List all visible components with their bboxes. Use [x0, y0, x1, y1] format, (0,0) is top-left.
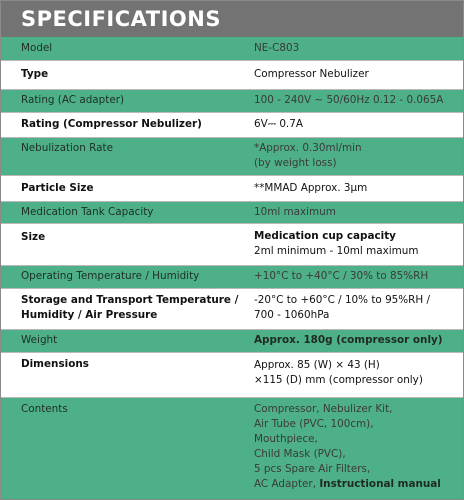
- spec-label: Size: [21, 231, 46, 243]
- spec-value: 6V⎓ 0.7A: [254, 118, 303, 130]
- spec-label: Operating Temperature / Humidity: [21, 270, 200, 282]
- spec-label: Nebulization Rate: [21, 142, 113, 154]
- row-divider: [1, 223, 463, 224]
- spec-value-multiline: [254, 229, 459, 259]
- spec-row-weight: [1, 329, 463, 352]
- spec-row-medication-tank: [1, 201, 463, 223]
- spec-value-multiline: [254, 358, 459, 388]
- spec-value-line: Child Mask (PVC),: [254, 448, 346, 460]
- row-divider: [1, 352, 463, 353]
- spec-value-line: (by weight loss): [254, 157, 337, 169]
- spec-row-rating-compressor: [1, 112, 463, 137]
- spec-value-line: ×115 (D) mm (compressor only): [254, 374, 423, 386]
- row-divider: [1, 329, 463, 330]
- spec-value-line: Mouthpiece,: [254, 433, 318, 445]
- row-divider: [1, 397, 463, 398]
- spec-value-line: 5 pcs Spare Air Filters,: [254, 463, 371, 475]
- spec-value-line: [254, 477, 459, 492]
- spec-row-particle-size: [1, 175, 463, 201]
- spec-value: 100 - 240V ~ 50/60Hz 0.12 - 0.065A: [254, 94, 444, 106]
- spec-value-line: *Approx. 0.30ml/min: [254, 142, 362, 154]
- row-divider: [1, 175, 463, 176]
- spec-label: Particle Size: [21, 182, 94, 194]
- spec-label: Rating (Compressor Nebulizer): [21, 118, 202, 130]
- spec-value: NE-C803: [254, 42, 300, 54]
- spec-row-dimensions: [1, 352, 463, 397]
- spec-label-line: Storage and Transport Temperature /: [21, 294, 239, 306]
- spec-label-line: Humidity / Air Pressure: [21, 309, 158, 321]
- spec-value-line: -20°C to +60°C / 10% to 95%RH /: [254, 294, 431, 306]
- spec-value-multiline: [254, 293, 459, 323]
- spec-value-line: 700 - 1060hPa: [254, 309, 330, 321]
- spec-value-line: Medication cup capacity: [254, 230, 396, 242]
- spec-label: Type: [21, 68, 49, 80]
- spec-value: +10°C to +40°C / 30% to 85%RH: [254, 270, 429, 282]
- row-divider: [1, 112, 463, 113]
- spec-row-operating-temperature: [1, 265, 463, 288]
- spec-label: Medication Tank Capacity: [21, 206, 154, 218]
- spec-label: Weight: [21, 334, 58, 346]
- spec-value: Approx. 180g (compressor only): [254, 334, 443, 346]
- row-divider: [1, 288, 463, 289]
- spec-value-multiline: [254, 402, 459, 492]
- spec-row-nebulization-rate: [1, 137, 463, 175]
- row-divider: [1, 89, 463, 90]
- spec-value-bold-text: Instructional manual: [319, 478, 441, 490]
- row-divider: [1, 265, 463, 266]
- spec-row-type: [1, 60, 463, 89]
- spec-value-multiline: [254, 141, 459, 171]
- spec-label: Model: [21, 42, 53, 54]
- spec-row-rating-ac: [1, 89, 463, 112]
- spec-label: Rating (AC adapter): [21, 94, 125, 106]
- spec-label: Contents: [21, 403, 68, 415]
- spec-value: Compressor Nebulizer: [254, 68, 369, 80]
- spec-value-line: Air Tube (PVC, 100cm),: [254, 418, 374, 430]
- spec-value-line: Compressor, Nebulizer Kit,: [254, 403, 393, 415]
- spec-value: 10ml maximum: [254, 206, 336, 218]
- spec-value-text: AC Adapter,: [254, 478, 320, 490]
- row-divider: [1, 137, 463, 138]
- row-divider: [1, 201, 463, 202]
- spec-row-storage: [1, 288, 463, 329]
- spec-row-size: [1, 223, 463, 265]
- spec-value: **MMAD Approx. 3µm: [254, 182, 368, 194]
- spec-value-line: 2ml minimum - 10ml maximum: [254, 245, 419, 257]
- spec-value-line: Approx. 85 (W) × 43 (H): [254, 359, 380, 371]
- table-title: SPECIFICATIONS: [1, 1, 463, 37]
- spec-label: Dimensions: [21, 358, 89, 370]
- spec-row-model: [1, 37, 463, 60]
- spec-label-multiline: [21, 293, 241, 323]
- row-divider: [1, 60, 463, 61]
- spec-row-contents: [1, 397, 463, 499]
